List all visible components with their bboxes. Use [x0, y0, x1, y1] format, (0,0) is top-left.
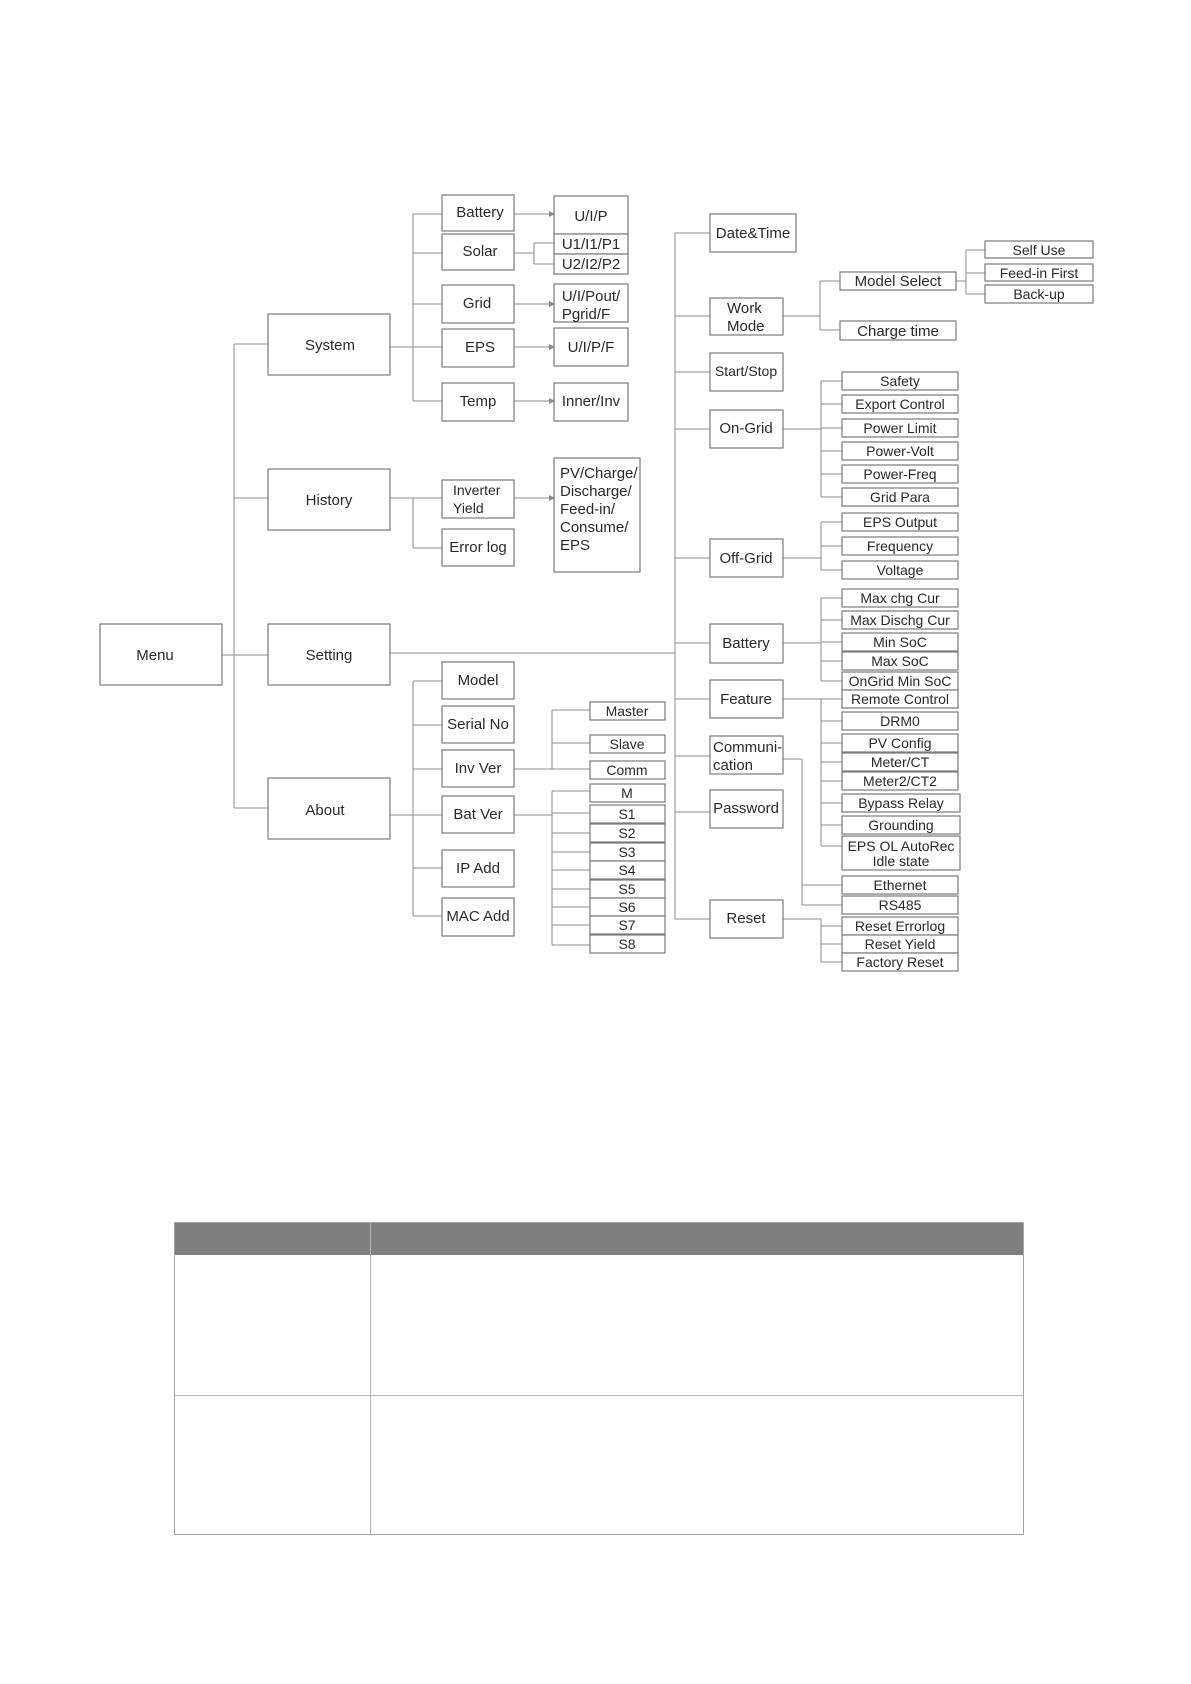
password-label: Password	[713, 800, 779, 817]
inv-ver-item-1	[590, 735, 665, 753]
setting-node	[268, 624, 390, 685]
battery-item-2	[842, 633, 958, 651]
system-node	[268, 314, 390, 375]
system-eps-label: EPS	[464, 339, 496, 356]
about-ip-add-label: IP Add	[456, 860, 500, 877]
feature-item-3	[842, 753, 958, 771]
bat-ver-item-2-label: S2	[618, 825, 636, 841]
yield-value-1: Discharge/	[560, 483, 632, 500]
history-label: History	[305, 492, 353, 509]
eps-ol-line1: EPS OL AutoRec	[847, 838, 955, 854]
system-label: System	[304, 337, 356, 354]
system-grid-label: Grid	[462, 295, 492, 312]
bat-ver-item-4	[590, 861, 665, 879]
yield-value-2: Feed-in/	[560, 501, 616, 518]
setting-battery-label: Battery	[722, 635, 770, 652]
on-grid-item-3	[842, 442, 958, 460]
charge-time-label: Charge time	[857, 323, 939, 340]
table-header	[175, 1223, 1023, 1255]
bat-ver-item-2	[590, 824, 665, 842]
inv-ver-item-1-label: Slave	[609, 736, 645, 752]
communication-line2: cation	[713, 757, 754, 774]
off-grid-item-1	[842, 537, 958, 555]
battery-item-1-label: Max Dischg Cur	[850, 612, 950, 628]
grid-value-line2: Pgrid/F	[561, 306, 611, 323]
inverter-yield-node	[442, 480, 514, 518]
solar-value-2-label: U2/I2/P2	[561, 256, 621, 273]
on-grid-label: On-Grid	[719, 420, 773, 437]
battery-item-3	[842, 652, 958, 670]
about-mac-add-label: MAC Add	[446, 908, 510, 925]
eps-ol-line2: Idle state	[872, 853, 930, 869]
error-log-node	[442, 529, 514, 566]
bat-ver-item-4-label: S4	[618, 862, 636, 878]
work-mode-line2: Mode	[727, 318, 765, 335]
battery-value-label: U/I/P	[574, 208, 608, 225]
reset-item-1	[842, 935, 958, 953]
bat-ver-item-3	[590, 843, 665, 861]
start-stop-node	[710, 353, 783, 391]
about-node	[268, 778, 390, 839]
work-mode-node	[710, 298, 783, 335]
on-grid-item-0	[842, 372, 958, 390]
on-grid-item-1	[842, 395, 958, 413]
inv-ver-item-2-label: Comm	[606, 762, 648, 778]
battery-item-3-label: Max SoC	[871, 653, 929, 669]
error-log-label: Error log	[449, 539, 507, 556]
date-time-label: Date&Time	[715, 225, 791, 242]
setting-battery-node	[710, 624, 783, 663]
inv-ver-item-0	[590, 702, 665, 720]
off-grid-item-1-label: Frequency	[866, 538, 934, 554]
feature-item-4	[842, 772, 958, 790]
feature-item-4-label: Meter2/CT2	[863, 773, 937, 789]
mode-back-up-node	[985, 285, 1093, 303]
bat-ver-item-6	[590, 898, 665, 916]
feature-item-6-label: Grounding	[868, 817, 934, 833]
communication-node	[710, 736, 783, 774]
system-solar-node	[442, 234, 514, 270]
bat-ver-item-5	[590, 880, 665, 898]
reset-item-0-label: Reset Errorlog	[854, 918, 946, 934]
feature-item-6	[842, 816, 960, 834]
on-grid-item-5-label: Grid Para	[870, 489, 930, 505]
mode-self-use-label: Self Use	[1012, 242, 1066, 258]
mode-feed-in-first-label: Feed-in First	[999, 265, 1079, 281]
feature-item-3-label: Meter/CT	[870, 754, 930, 770]
battery-item-4-label: OnGrid Min SoC	[848, 673, 952, 689]
off-grid-label: Off-Grid	[719, 550, 773, 567]
eps-value-label: U/I/P/F	[567, 339, 615, 356]
grid-value-line1: U/I/Pout/	[561, 288, 621, 305]
inv-ver-item-2	[590, 761, 665, 779]
about-serial-no-node	[442, 706, 514, 743]
feature-item-0-label: Remote Control	[850, 691, 950, 707]
history-node	[268, 469, 390, 530]
mode-back-up-label: Back-up	[1013, 286, 1065, 302]
mode-feed-in-first-node	[985, 264, 1093, 281]
bat-ver-item-8-label: S8	[618, 936, 636, 952]
on-grid-item-2-label: Power Limit	[863, 420, 937, 436]
comm-item-0	[842, 876, 958, 894]
feature-node	[710, 680, 783, 718]
eps-value-node	[554, 328, 628, 366]
setting-label: Setting	[305, 647, 353, 664]
system-temp-node	[442, 383, 514, 421]
reset-node	[710, 900, 783, 938]
bat-ver-item-7	[590, 916, 665, 934]
off-grid-item-2-label: Voltage	[876, 562, 924, 578]
on-grid-node	[710, 410, 783, 448]
about-bat-ver-node	[442, 796, 514, 833]
about-inv-ver-label: Inv Ver	[454, 760, 502, 777]
grid-value-node	[554, 284, 628, 323]
system-battery-node	[442, 195, 514, 231]
battery-item-0	[842, 589, 958, 607]
about-serial-no-label: Serial No	[447, 716, 509, 733]
yield-value-3: Consume/	[560, 519, 629, 536]
start-stop-label: Start/Stop	[714, 363, 778, 379]
reset-item-1-label: Reset Yield	[864, 936, 936, 952]
inverter-yield-line1: Inverter	[453, 482, 501, 498]
model-select-label: Model Select	[854, 273, 942, 290]
on-grid-item-2	[842, 419, 958, 437]
bat-ver-item-0-label: M	[621, 785, 633, 801]
feature-item-5-label: Bypass Relay	[858, 795, 944, 811]
temp-value-label: Inner/Inv	[561, 393, 621, 410]
battery-item-2-label: Min SoC	[873, 634, 927, 650]
feature-item-2	[842, 734, 958, 752]
reset-item-2	[842, 953, 958, 971]
system-solar-label: Solar	[462, 243, 498, 260]
solar-value-1-label: U1/I1/P1	[561, 236, 621, 253]
off-grid-item-0	[842, 513, 958, 531]
off-grid-item-0-label: EPS Output	[863, 514, 937, 530]
system-battery-label: Battery	[456, 204, 504, 221]
feature-item-1	[842, 712, 958, 730]
about-bat-ver-label: Bat Ver	[453, 806, 503, 823]
yield-value-4: EPS	[560, 537, 591, 554]
password-node	[710, 790, 783, 828]
yield-values-node	[554, 458, 640, 572]
eps-ol-node	[842, 836, 960, 870]
about-model-label: Model	[457, 672, 499, 689]
inverter-yield-line2: Yield	[453, 500, 484, 516]
yield-value-0: PV/Charge/	[560, 465, 638, 482]
on-grid-item-4-label: Power-Freq	[863, 466, 937, 482]
bat-ver-item-3-label: S3	[618, 844, 636, 860]
empty-table	[174, 1222, 1024, 1535]
feature-item-5	[842, 794, 960, 812]
table-row-divider	[175, 1395, 1023, 1396]
model-select-node	[840, 272, 956, 290]
battery-item-1	[842, 611, 958, 629]
comm-item-1-label: RS485	[878, 897, 922, 913]
bat-ver-item-5-label: S5	[618, 881, 636, 897]
reset-item-0	[842, 917, 958, 935]
about-model-node	[442, 662, 514, 699]
about-label: About	[305, 802, 345, 819]
work-mode-line1: Work	[727, 300, 762, 317]
about-mac-add-node	[442, 898, 514, 936]
menu-label: Menu	[136, 647, 174, 664]
charge-time-node	[840, 321, 956, 340]
solar-value-2-node	[554, 254, 628, 274]
battery-value-node	[554, 196, 628, 234]
system-temp-label: Temp	[459, 393, 497, 410]
menu-node	[100, 624, 222, 685]
feature-item-1-label: DRM0	[880, 713, 920, 729]
off-grid-item-2	[842, 561, 958, 579]
reset-label: Reset	[726, 910, 766, 927]
date-time-node	[710, 214, 796, 252]
off-grid-node	[710, 539, 783, 577]
on-grid-item-3-label: Power-Volt	[866, 443, 934, 459]
about-ip-add-node	[442, 850, 514, 887]
on-grid-item-4	[842, 465, 958, 483]
bat-ver-item-1	[590, 805, 665, 823]
comm-item-1	[842, 896, 958, 914]
comm-item-0-label: Ethernet	[873, 877, 927, 893]
solar-value-1-node	[554, 234, 628, 254]
on-grid-item-0-label: Safety	[880, 373, 920, 389]
feature-label: Feature	[720, 691, 772, 708]
reset-item-2-label: Factory Reset	[856, 954, 944, 970]
system-grid-node	[442, 285, 514, 323]
battery-item-0-label: Max chg Cur	[860, 590, 940, 606]
system-eps-node	[442, 329, 514, 367]
communication-line1: Communi-	[713, 739, 783, 756]
feature-item-2-label: PV Config	[868, 735, 932, 751]
feature-item-0	[842, 690, 958, 708]
bat-ver-item-7-label: S7	[618, 917, 636, 933]
about-inv-ver-node	[442, 750, 514, 787]
bat-ver-item-0	[590, 784, 665, 802]
bat-ver-item-6-label: S6	[618, 899, 636, 915]
battery-item-4	[842, 672, 958, 690]
on-grid-item-5	[842, 488, 958, 506]
table-column-divider	[370, 1223, 371, 1534]
bat-ver-item-1-label: S1	[618, 806, 636, 822]
mode-self-use-node	[985, 241, 1093, 258]
on-grid-item-1-label: Export Control	[855, 396, 945, 412]
bat-ver-item-8	[590, 935, 665, 953]
temp-value-node	[554, 383, 628, 421]
inv-ver-item-0-label: Master	[605, 703, 649, 719]
